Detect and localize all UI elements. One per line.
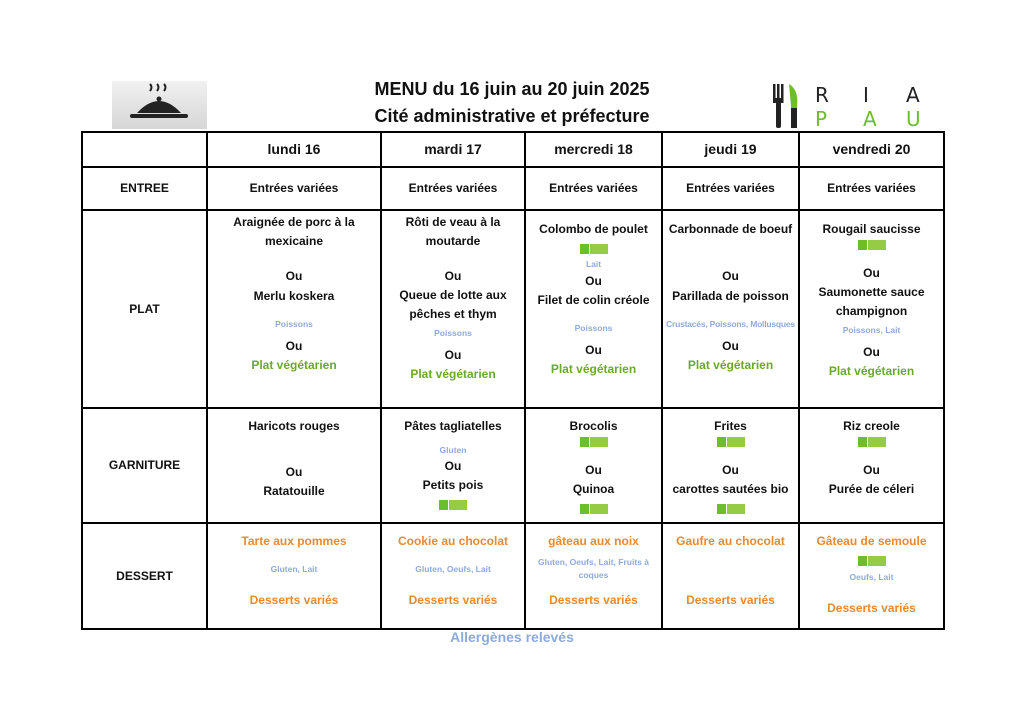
allergen-note: Poissons	[434, 328, 472, 338]
or-text: Ou	[863, 345, 880, 359]
organic-label-icon	[858, 240, 886, 250]
plat-vegetarian: Plat végétarien	[410, 367, 496, 381]
menu-title	[300, 76, 724, 130]
svg-text:A: A	[906, 83, 920, 107]
svg-text:U: U	[906, 107, 921, 131]
or-text: Ou	[285, 339, 303, 353]
svg-text:A: A	[863, 107, 877, 131]
svg-text:P: P	[815, 107, 828, 131]
dessert-alt: Desserts variés	[549, 593, 638, 607]
plat-cell	[799, 210, 944, 408]
plat-main: Colombo de poulet	[539, 222, 648, 236]
plat-main: Rougail saucisse	[822, 222, 921, 236]
day-header: mercredi 18	[525, 132, 662, 167]
garniture-alt: Petits pois	[422, 478, 484, 492]
row-label-plat: PLAT	[82, 210, 207, 408]
garniture-cell	[799, 408, 944, 523]
or-text: Ou	[585, 463, 602, 477]
dessert-main: Tarte aux pommes	[241, 534, 347, 548]
garniture-cell	[662, 408, 799, 523]
dessert-cell	[799, 523, 944, 629]
day-header: lundi 16	[207, 132, 381, 167]
allergen-note: Poissons	[275, 319, 313, 329]
svg-text:I: I	[863, 83, 869, 107]
garniture-row	[82, 408, 944, 523]
cloche-logo	[112, 81, 207, 129]
dessert-cell	[207, 523, 381, 629]
fork-knife-icon	[763, 80, 943, 132]
day-header: jeudi 19	[662, 132, 799, 167]
allergen-note: Crustacés, Poissons, Mollusques	[666, 319, 795, 329]
header-row	[82, 132, 944, 167]
entree-cell: Entrées variées	[662, 167, 799, 210]
or-text: Ou	[444, 269, 462, 283]
or-text: Ou	[863, 463, 880, 477]
plat-cell	[207, 210, 381, 408]
or-text: Ou	[722, 463, 739, 477]
entree-cell: Entrées variées	[381, 167, 525, 210]
garniture-alt: Quinoa	[572, 482, 615, 496]
dessert-row	[82, 523, 944, 629]
allergen-note: Poissons	[574, 323, 613, 333]
dessert-main: Gâteau de semoule	[816, 534, 927, 548]
plat-alt: Merlu koskera	[253, 289, 335, 303]
title-line-1: MENU du 16 juin au 20 juin 2025	[374, 79, 650, 99]
or-text: Ou	[585, 274, 602, 288]
plat-main: Rôti de veau à la moutarde	[405, 215, 501, 248]
garniture-alt: Purée de céleri	[828, 482, 915, 496]
or-text: Ou	[863, 266, 880, 280]
dessert-alt: Desserts variés	[408, 593, 498, 607]
menu-table	[81, 131, 945, 630]
organic-label-icon	[858, 437, 886, 447]
garniture-main: Pâtes tagliatelles	[404, 419, 502, 433]
plat-cell	[662, 210, 799, 408]
riapau-logo	[763, 80, 943, 132]
plat-main: Carbonnade de boeuf	[668, 222, 793, 236]
dessert-cell	[381, 523, 525, 629]
entree-cell: Entrées variées	[525, 167, 662, 210]
dessert-alt: Desserts variés	[827, 601, 916, 615]
svg-text:R: R	[815, 83, 829, 107]
organic-label-icon	[580, 244, 608, 254]
plat-alt: Parillada de poisson	[672, 289, 789, 303]
allergen-note: Gluten, Oeufs, Lait	[415, 564, 491, 574]
plat-vegetarian: Plat végétarien	[550, 362, 637, 376]
allergen-note: Oeufs, Lait	[849, 572, 894, 582]
organic-label-icon	[858, 556, 886, 566]
row-label-garniture: GARNITURE	[82, 408, 207, 523]
row-label-entree: ENTREE	[82, 167, 207, 210]
garniture-alt: carottes sautées bio	[672, 482, 789, 496]
or-text: Ou	[444, 348, 462, 362]
allergens-footer-note: Allergènes relevés	[450, 629, 574, 645]
garniture-main: Frites	[714, 419, 747, 433]
dessert-alt: Desserts variés	[686, 593, 775, 607]
garniture-alt: Ratatouille	[263, 484, 325, 498]
organic-label-icon	[717, 504, 745, 514]
or-text: Ou	[285, 465, 303, 479]
garniture-cell	[381, 408, 525, 523]
organic-label-icon	[439, 500, 467, 510]
plat-row	[82, 210, 944, 408]
dessert-cell	[662, 523, 799, 629]
or-text: Ou	[285, 269, 303, 283]
dessert-main: Cookie au chocolat	[397, 534, 509, 548]
garniture-main: Riz creole	[843, 419, 900, 433]
dessert-alt: Desserts variés	[249, 593, 339, 607]
or-text: Ou	[444, 459, 462, 473]
entree-cell: Entrées variées	[799, 167, 944, 210]
entree-row	[82, 167, 944, 210]
allergen-note: Gluten	[439, 445, 467, 455]
day-header: vendredi 20	[799, 132, 944, 167]
organic-label-icon	[717, 437, 745, 447]
dessert-main: Gaufre au chocolat	[676, 534, 785, 548]
day-header: mardi 17	[381, 132, 525, 167]
plat-main: Araignée de porc à la mexicaine	[233, 215, 355, 248]
corner-cell	[82, 132, 207, 167]
organic-label-icon	[580, 504, 608, 514]
organic-label-icon	[580, 437, 608, 447]
allergen-note: Lait	[585, 259, 602, 269]
garniture-main: Haricots rouges	[248, 419, 340, 433]
allergen-note: Poissons, Lait	[842, 325, 901, 335]
allergen-note: Gluten, Oeufs, Lait, Fruits à coques	[538, 557, 649, 580]
plat-alt: Filet de colin créole	[537, 293, 650, 307]
title-line-2: Cité administrative et préfecture	[374, 106, 650, 126]
dessert-main: gâteau aux noix	[548, 534, 639, 548]
entree-cell: Entrées variées	[207, 167, 381, 210]
garniture-main: Brocolis	[569, 419, 618, 433]
plat-vegetarian: Plat végétarien	[828, 364, 915, 378]
row-label-dessert: DESSERT	[82, 523, 207, 629]
plat-alt: Queue de lotte aux pêches et thym	[399, 288, 507, 321]
plat-cell	[525, 210, 662, 408]
or-text: Ou	[585, 343, 602, 357]
plat-vegetarian: Plat végétarien	[251, 358, 337, 372]
garniture-cell	[207, 408, 381, 523]
or-text: Ou	[722, 339, 739, 353]
allergen-note: Gluten, Lait	[270, 564, 318, 574]
plat-cell	[381, 210, 525, 408]
plat-vegetarian: Plat végétarien	[687, 358, 774, 372]
dessert-cell	[525, 523, 662, 629]
plat-alt: Saumonette sauce champignon	[818, 285, 925, 318]
garniture-cell	[525, 408, 662, 523]
or-text: Ou	[722, 269, 739, 283]
